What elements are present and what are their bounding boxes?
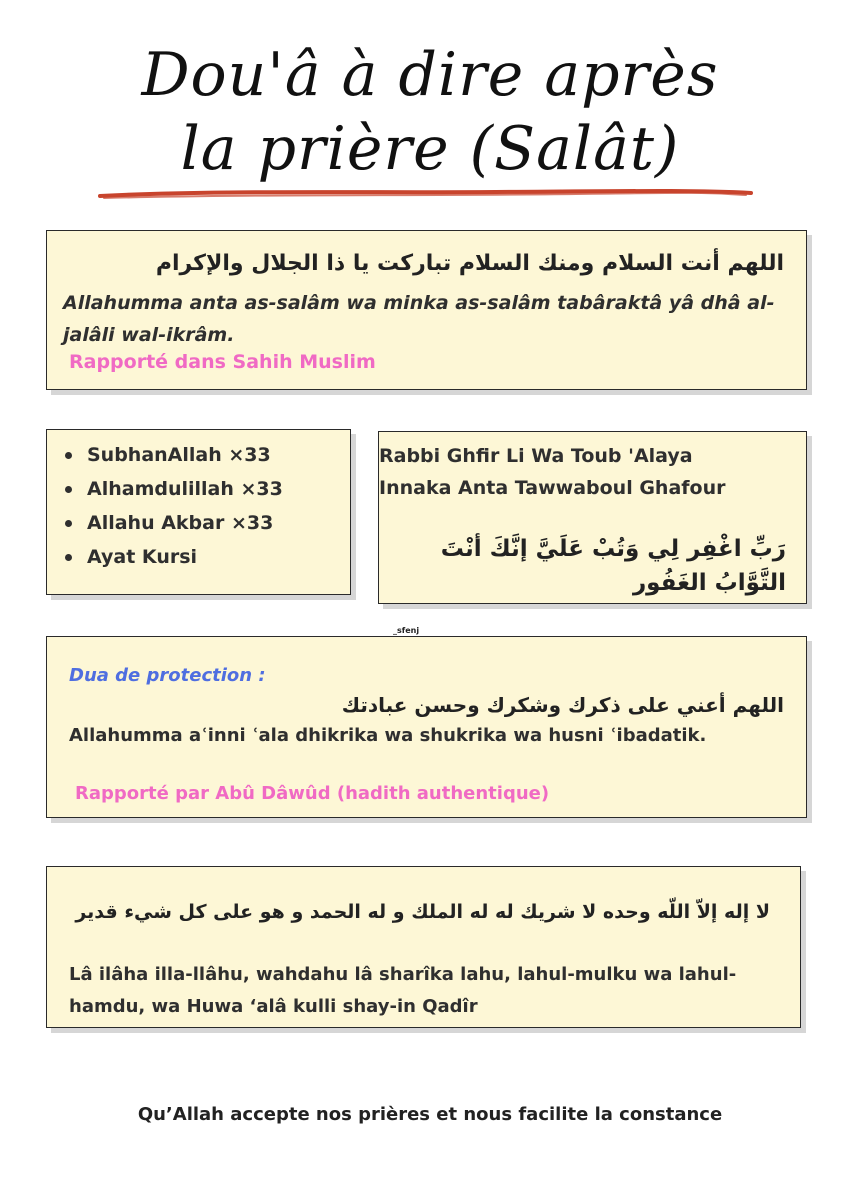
tahlil-dua-arabic: لا إله إلاّ اللّه وحده لا شريك له له الملك و له الحمد و هو على كل شيء قدير (75, 901, 770, 923)
list-item: Ayat Kursi (61, 540, 283, 574)
forgiveness-line-1: Rabbi Ghfir Li Wa Toub 'Alaya (379, 445, 693, 467)
salam-dua-source: Rapporté dans Sahih Muslim (69, 351, 376, 373)
list-item: SubhanAllah ×33 (61, 438, 283, 472)
author-signature: _sfenj (393, 626, 420, 635)
dhikr-list-card (46, 429, 351, 595)
list-item: Allahu Akbar ×33 (61, 506, 283, 540)
forgiveness-dua-card (378, 431, 807, 604)
list-item: Alhamdulillah ×33 (61, 472, 283, 506)
protection-dua-transliteration: Allahumma aʿinni ʿala dhikrika wa shukrika wa husni ʿibadatik. (69, 725, 707, 746)
dhikr-list (61, 438, 283, 574)
salam-dua-transliteration: Allahumma anta as-salâm wa minka as-salâm tabâraktâ yâ dhâ al-jalâli wal-ikrâm. (63, 292, 775, 346)
tahlil-dua-transliteration: Lâ ilâha illa-llâhu, wahdahu lâ sharîka lahu, lahul-mulku wa lahul-hamdu, wa Huwa ‘alâ kulli shay-in Qadîr (69, 964, 737, 1017)
page-title (60, 38, 800, 186)
title-line-2: la prière (Salât) (180, 114, 680, 184)
salam-dua-arabic: اللهم أنت السلام ومنك السلام تباركت يا ذا الجلال والإكرام (155, 251, 784, 276)
title-line-1: Dou'â à dire après (141, 40, 719, 110)
protection-dua-arabic: اللهم أعني على ذكرك وشكرك وحسن عبادتك (341, 693, 784, 717)
protection-dua-source: Rapporté par Abû Dâwûd (hadith authentique) (75, 783, 550, 804)
title-underline (96, 184, 756, 204)
closing-message: Qu’Allah accepte nos prières et nous facilite la constance (137, 1104, 723, 1125)
forgiveness-line-2: Innaka Anta Tawwaboul Ghafour (379, 477, 726, 499)
forgiveness-dua-arabic: رَبِّ اغْفِر لِي وَتُبْ عَلَيَّ إنَّكَ أنْتَ التَّوَّابُ الغَفُور (440, 536, 786, 596)
salam-dua-card (46, 230, 807, 390)
forgiveness-dua-transliteration (379, 440, 799, 504)
protection-dua-card (46, 636, 807, 818)
protection-dua-heading: Dua de protection : (69, 665, 266, 686)
tahlil-dua-card (46, 866, 801, 1028)
